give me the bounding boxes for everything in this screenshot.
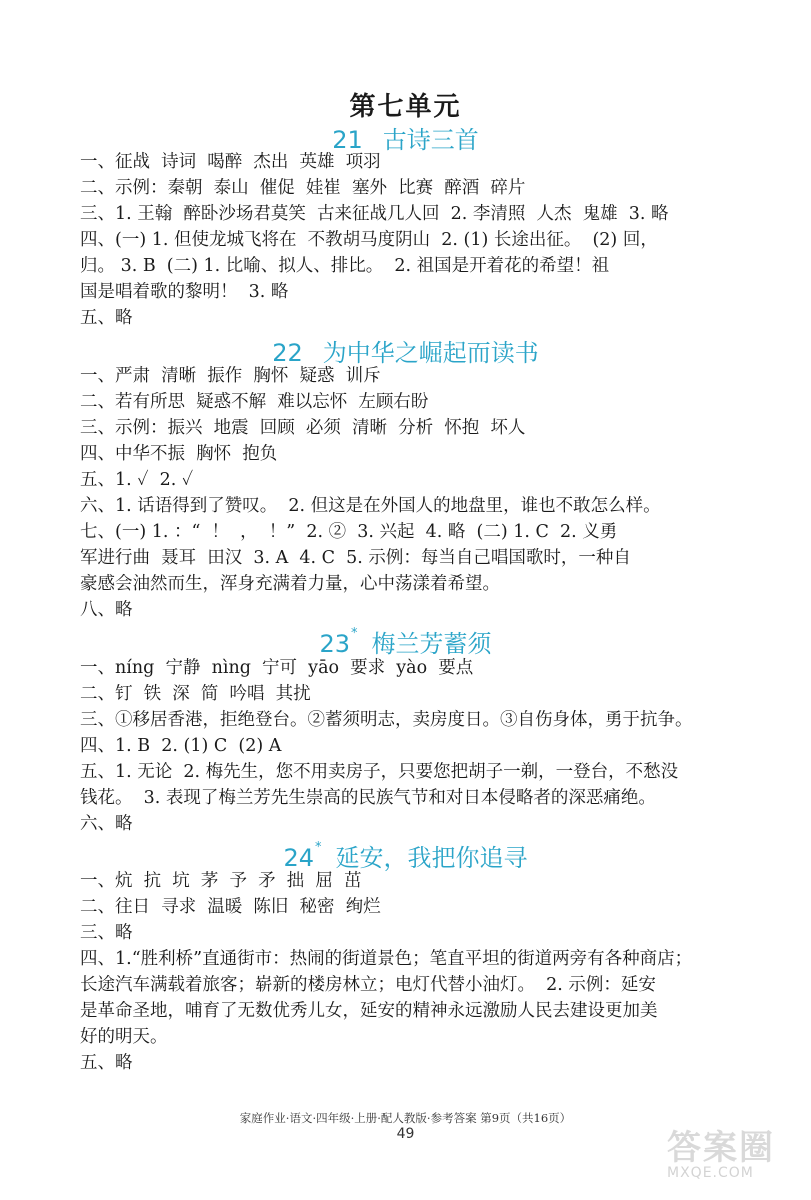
- lesson-name: 古诗三首: [382, 126, 479, 154]
- answer-line: 五、略: [80, 1053, 133, 1073]
- answer-line: 四、1. B 2. (1) C (2) A: [80, 736, 282, 756]
- answer-line: 六、1. 话语得到了赞叹。 2. 但这是在外国人的地盘里，谁也不敢怎么样。: [80, 496, 661, 516]
- answer-line: 三、示例：振兴 地震 回顾 必须 清晰 分析 怀抱 坏人: [80, 418, 526, 438]
- answer-line: 五、1. 无论 2. 梅先生，您不用卖房子，只要您把胡子一剃，一登台，不愁没: [80, 762, 679, 782]
- answer-line: 二、示例：秦朝 泰山 催促 娃崔 塞外 比赛 醉酒 碎片: [80, 178, 526, 198]
- answer-line: 四、(一) 1. 但使龙城飞将在 不教胡马度阴山 2. (1) 长途出征。 (2) 回，: [80, 230, 658, 250]
- answer-line: 钱花。 3. 表现了梅兰芳先生崇高的民族气节和对日本侵略者的深恶痛绝。: [80, 788, 656, 808]
- page-number: 49: [396, 1126, 415, 1142]
- answer-line: 八、略: [80, 600, 133, 620]
- lesson-name: 延安，我把你追寻: [335, 844, 528, 872]
- answer-line: 五、1. ✓ 2. ✓: [80, 470, 194, 490]
- lesson-number: 23: [319, 630, 351, 658]
- watermark-logo: [667, 1120, 797, 1190]
- lesson-number: 24: [283, 844, 315, 872]
- unit-title: 第七单元: [349, 92, 462, 122]
- answer-line: 三、①移居香港，拒绝登台。②蓄须明志，卖房度日。③自伤身体，勇于抗争。: [80, 710, 693, 730]
- answer-line: 归。 3. B (二) 1. 比喻、拟人、排比。 2. 祖国是开着花的希望！祖: [80, 256, 610, 276]
- answer-line: 四、1.“胜利桥”直通街市：热闹的街道景色；笔直平坦的街道两旁有各种商店；: [80, 949, 693, 969]
- answer-line: 二、若有所思 疑惑不解 难以忘怀 左顾右盼: [80, 392, 429, 412]
- answer-line: 长途汽车满载着旅客；崭新的楼房林立；电灯代替小油灯。 2. 示例：延安: [80, 975, 656, 995]
- answer-line: 五、略: [80, 308, 133, 328]
- optional-lesson-star: *: [351, 626, 358, 641]
- watermark-mark: 答案圈: [667, 1128, 775, 1168]
- answer-line: 一、征战 诗词 喝醉 杰出 英雄 项羽: [80, 152, 381, 172]
- answer-line: 二、往日 寻求 温暖 陈旧 秘密 绚烂: [80, 897, 381, 917]
- lesson-number: 22: [272, 339, 303, 367]
- answer-line: 三、略: [80, 923, 133, 943]
- answer-line: 国是唱着歌的黎明！ 3. 略: [80, 282, 289, 302]
- lesson-number: 21: [332, 126, 363, 154]
- answer-line: 二、钉 铁 深 简 吟唱 其扰: [80, 684, 311, 704]
- answer-line: 军进行曲 聂耳 田汉 3. A 4. C 5. 示例：每当自己唱国歌时，一种自: [80, 548, 631, 568]
- answer-line: 豪感会油然而生，浑身充满着力量，心中荡漾着希望。: [80, 574, 500, 594]
- answer-line: 四、中华不振 胸怀 抱负: [80, 444, 278, 464]
- page-footer: 家庭作业·语文·四年级·上册·配人教版·参考答案 第9页（共16页）: [239, 1111, 572, 1125]
- watermark-url: MXQE.COM: [667, 1165, 754, 1181]
- answer-line: 七、(一) 1. ：“ ！ ， ！” 2. ② 3. 兴起 4. 略 (二) 1. C 2. 义勇: [80, 522, 618, 542]
- answer-line: 六、略: [80, 814, 133, 834]
- answer-line: 好的明天。: [80, 1027, 168, 1047]
- answer-line: 一、níng 宁静 nìng 宁可 yāo 要求 yào 要点: [80, 658, 474, 678]
- answer-line: 是革命圣地，哺育了无数优秀儿女，延安的精神永远激励人民去建设更加美: [80, 1001, 658, 1021]
- lesson-name: 为中华之崛起而读书: [322, 339, 539, 367]
- lesson-title-24: [0, 838, 811, 873]
- optional-lesson-star: *: [315, 840, 322, 855]
- answer-line: 一、炕 抗 坑 茅 予 矛 拙 屈 茁: [80, 871, 362, 891]
- lesson-name: 梅兰芳蓄须: [371, 630, 492, 658]
- lesson-title-23: [0, 624, 811, 659]
- answer-line: 三、1. 王翰 醉卧沙场君莫笑 古来征战几人回 2. 李清照 人杰 鬼雄 3. 略: [80, 204, 669, 224]
- answer-line: 一、严肃 清晰 振作 胸怀 疑惑 训斥: [80, 366, 381, 386]
- lesson-title-22: [0, 333, 811, 368]
